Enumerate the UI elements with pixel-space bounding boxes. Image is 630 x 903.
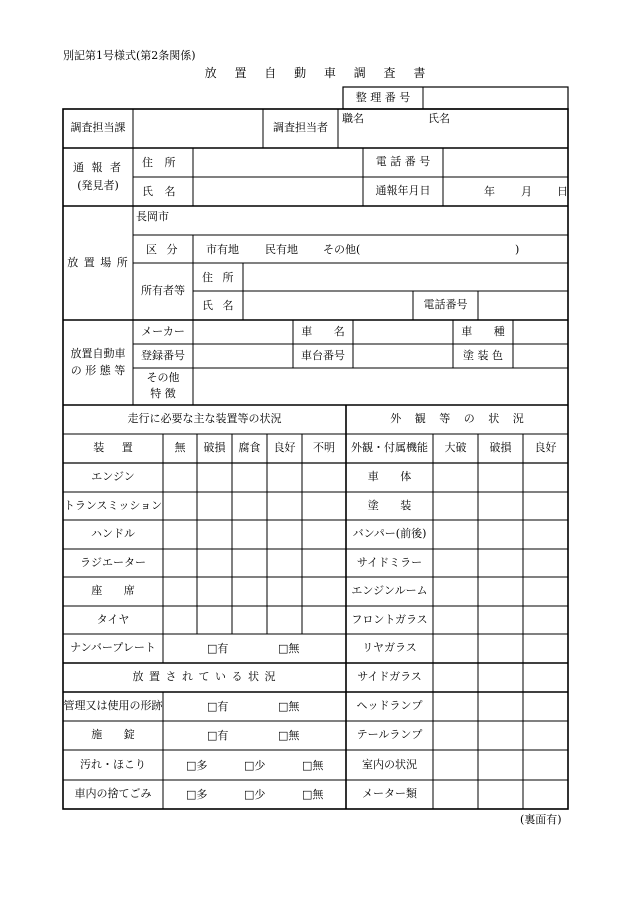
status-lock-label: 施 錠	[91, 728, 135, 742]
surveyor-name-label: 氏名	[428, 112, 450, 125]
page-title: 放 置 自 動 車 調 査 書	[204, 66, 426, 81]
appearance-item-paint: 塗 装	[367, 498, 412, 512]
survey-section-field[interactable]	[134, 110, 262, 147]
equip-item-engine: エンジン	[91, 470, 135, 484]
appearance-item-bumper: バンパー(前後)	[352, 527, 427, 541]
owner-name-label: 氏 名	[202, 299, 234, 312]
form-header-label: 別記第1号様式(第2条関係)	[63, 49, 196, 62]
dirt-many-checkbox[interactable]: □多	[186, 758, 208, 772]
report-day-label: 日	[557, 185, 568, 198]
paint-label: 塗 装 色	[463, 348, 503, 362]
equip-item-transmission: トランスミッション	[63, 498, 163, 512]
dirt-none-checkbox[interactable]: □無	[302, 758, 324, 772]
private-land-option[interactable]: 民有地	[265, 242, 298, 256]
vehicle-label-2: の 形 態 等	[70, 363, 126, 377]
vehicle-label-1: 放置自動車	[70, 346, 126, 360]
owner-label: 所有者等	[141, 284, 185, 298]
appearance-item-body: 車 体	[367, 470, 412, 484]
reg-no-label: 登録番号	[141, 348, 185, 362]
owner-address-label: 住 所	[202, 270, 234, 284]
surveyor-label: 調査担当者	[273, 121, 328, 135]
lock-no-checkbox[interactable]: □無	[278, 729, 300, 742]
appearance-item-engine-room: エンジンルーム	[351, 584, 428, 598]
equip-item-tire: タイヤ	[96, 612, 130, 626]
owner-name-field[interactable]	[244, 292, 412, 319]
traces-no-checkbox[interactable]: □無	[278, 700, 300, 713]
equip-header-damaged: 破損	[203, 441, 226, 455]
plate-no-checkbox[interactable]: □無	[278, 642, 300, 655]
appearance-item-windshield: フロントガラス	[351, 612, 428, 626]
lock-yes-checkbox[interactable]: □有	[207, 729, 229, 742]
equip-header-good: 良好	[273, 441, 296, 455]
trash-many-checkbox[interactable]: □多	[186, 788, 208, 801]
reporter-name-label: 氏 名	[142, 185, 176, 198]
appearance-header-damaged: 破損	[489, 441, 512, 455]
equip-section-title: 走行に必要な主な装置等の状況	[127, 412, 282, 426]
appearance-item-side-glass: サイドガラス	[357, 670, 422, 684]
plate-yes-checkbox[interactable]: □有	[207, 642, 229, 655]
reporter-address-label: 住 所	[142, 156, 176, 169]
equip-header-unknown: 不明	[313, 441, 335, 455]
appearance-item-side-mirror: サイドミラー	[356, 555, 423, 569]
appearance-item-interior: 室内の状況	[362, 757, 417, 771]
footer-note: (裏面有)	[520, 813, 562, 826]
reporter-address-field[interactable]	[194, 149, 362, 176]
status-dirt-label: 汚れ・ほこり	[80, 757, 146, 771]
other-close-paren: )	[515, 242, 520, 256]
maker-label: メーカー	[141, 324, 185, 338]
appearance-section-title: 外 観 等 の 状 況	[390, 412, 524, 426]
equip-item-plate: ナンバープレート	[70, 641, 156, 655]
other-feature-label-2: 特 徴	[150, 386, 176, 400]
city-land-option[interactable]: 市有地	[206, 242, 239, 256]
dirt-few-checkbox[interactable]: □少	[244, 758, 266, 772]
appearance-item-rear-glass: リヤガラス	[362, 641, 417, 655]
appearance-item-meters: メーター類	[362, 787, 417, 801]
job-title-label: 職名	[342, 112, 364, 125]
place-kubun-label: 区 分	[146, 242, 178, 256]
equip-item-seat: 座 席	[91, 584, 135, 598]
status-traces-label: 管理又は使用の形跡	[63, 699, 163, 713]
report-month-label: 月	[521, 185, 532, 198]
survey-section-label: 調査担当課	[70, 121, 126, 135]
appearance-header-good: 良好	[534, 441, 557, 455]
other-land-option[interactable]: その他(	[323, 242, 361, 256]
appearance-item-headlamp: ヘッドランプ	[356, 699, 423, 713]
reporter-name-field[interactable]	[194, 178, 362, 205]
equip-item-handle: ハンドル	[91, 527, 135, 541]
equip-header-corroded: 腐食	[238, 441, 261, 455]
other-feature-label-1: その他	[146, 370, 180, 384]
appearance-header-wrecked: 大破	[444, 441, 467, 455]
report-date-label: 通報年月日	[375, 184, 431, 198]
traces-yes-checkbox[interactable]: □有	[207, 700, 229, 713]
equip-item-radiator: ラジエーター	[80, 555, 146, 569]
equip-header-none: 無	[174, 441, 186, 455]
owner-address-field[interactable]	[244, 264, 567, 290]
reporter-label: 通 報 者	[73, 160, 123, 174]
place-label: 放 置 場 所	[67, 255, 129, 269]
report-year-label: 年	[484, 185, 495, 198]
equip-header-device: 装 置	[93, 441, 133, 455]
place-city-label: 長岡市	[136, 209, 169, 223]
trash-few-checkbox[interactable]: □少	[244, 788, 266, 801]
trash-none-checkbox[interactable]: □無	[302, 788, 324, 801]
seiri-bango-label: 整 理 番 号	[355, 90, 411, 104]
appearance-header-item: 外観・付属機能	[351, 441, 428, 455]
status-trash-label: 車内の捨てごみ	[74, 787, 152, 801]
car-type-label: 車 種	[461, 324, 505, 338]
owner-phone-label: 電話番号	[423, 298, 468, 312]
seiri-bango-field[interactable]	[424, 88, 567, 108]
chassis-no-label: 車台番号	[301, 348, 345, 362]
appearance-item-taillamp: テールランプ	[356, 728, 423, 742]
reporter-sub-label: (発見者)	[77, 178, 119, 192]
status-section-title: 放 置 さ れ て い る 状 況	[132, 670, 277, 684]
car-name-label: 車 名	[301, 324, 345, 338]
reporter-phone-label: 電 話 番 号	[375, 155, 431, 169]
